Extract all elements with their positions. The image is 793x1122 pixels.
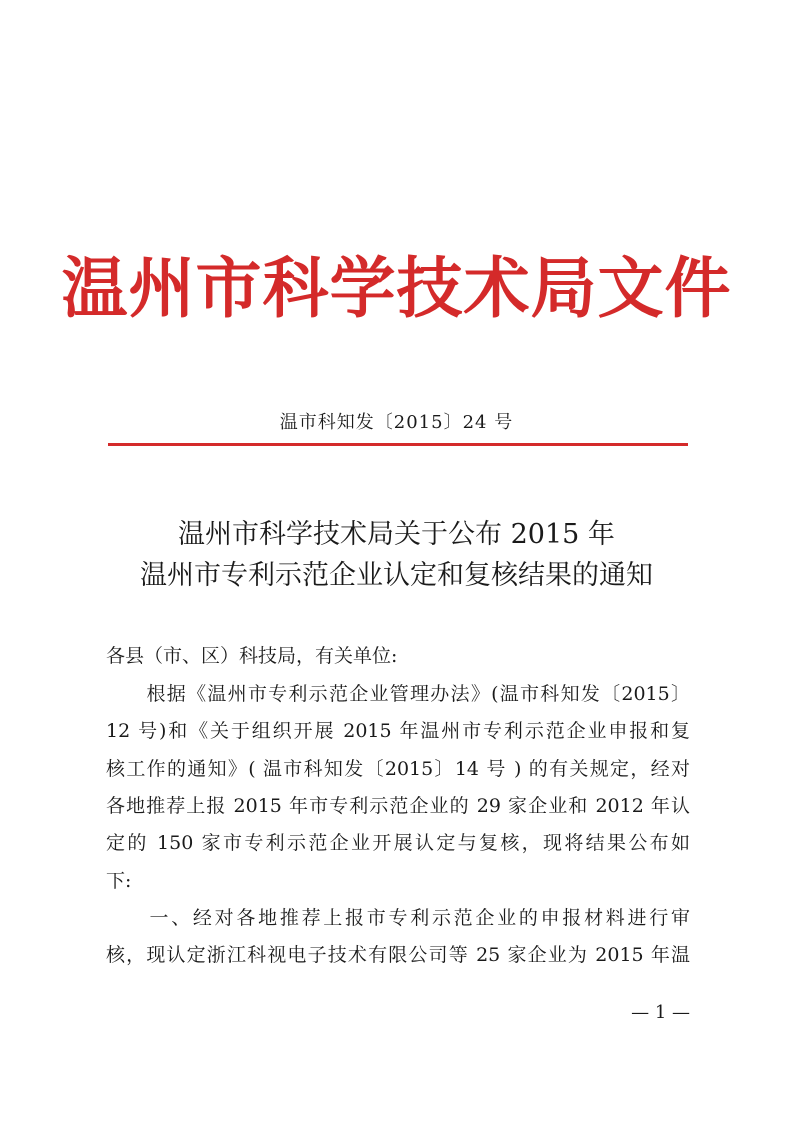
salutation: 各县（市、区）科技局，有关单位:	[106, 645, 398, 667]
page-number: — 1 —	[631, 1002, 690, 1023]
body-text-line: 核，现认定浙江科视电子技术有限公司等 25 家企业为 2015 年温	[106, 944, 690, 966]
body-text-line: 各地推荐上报 2015 年市专利示范企业的 29 家企业和 2012 年认	[106, 795, 690, 817]
body-text-line: 12 号)和《关于组织开展 2015 年温州市专利示范企业申报和复	[106, 720, 690, 742]
body-text-line: 下:	[106, 870, 132, 892]
body-text-line: 核工作的通知》( 温市科知发〔2015〕14 号 ) 的有关规定，经对	[106, 758, 690, 780]
document-number: 温市科知发〔2015〕24 号	[279, 412, 514, 433]
body-text-line: 定的 150 家市专利示范企业开展认定与复核，现将结果公布如	[106, 832, 690, 854]
red-divider-line	[108, 443, 688, 446]
body-text-line: 根据《温州市专利示范企业管理办法》(温市科知发〔2015〕	[106, 683, 690, 705]
notice-title-line-1: 温州市科学技术局关于公布 2015 年	[178, 519, 615, 550]
notice-title-line-2: 温州市专利示范企业认定和复核结果的通知	[140, 560, 653, 591]
masthead-title: 温州市科学技术局文件	[61, 249, 732, 327]
body-text-line: 一、经对各地推荐上报市专利示范企业的申报材料进行审	[106, 907, 690, 929]
